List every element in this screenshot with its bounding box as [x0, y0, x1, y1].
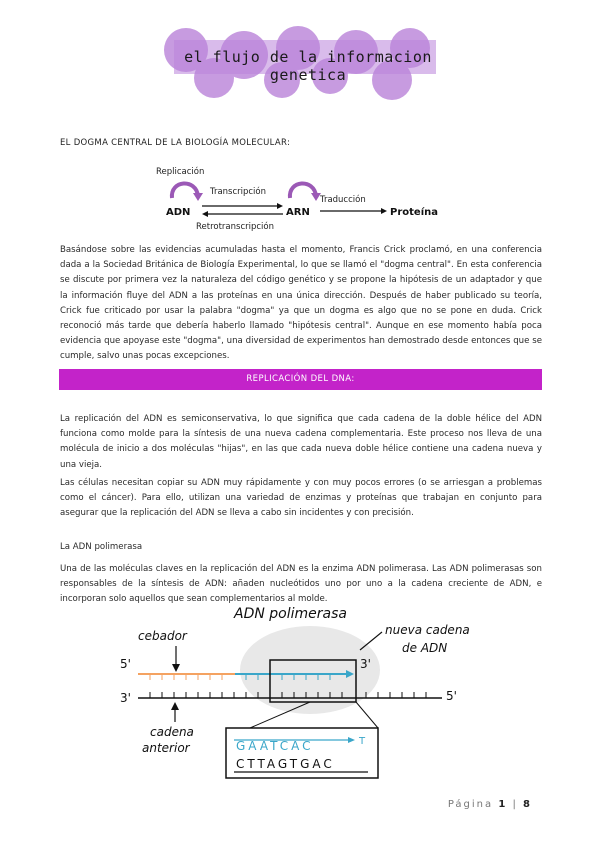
paragraph-cells-copy: Las células necesitan copiar su ADN muy rápidamente y con muy pocos errores (o se arriesgan a problemas como el cáncer). Para ello, utilizan una variedad de enzimas y proteínas que trabajan en conjunto para asegurar que la replicación del ADN se lleva a cabo sin incidentes y con precisión.	[60, 478, 542, 519]
protein-label: Proteína	[390, 207, 438, 218]
replication-label: Replicación	[156, 167, 205, 177]
old-strand-label-2: anterior	[142, 741, 190, 755]
transcription-label: Transcripción	[210, 187, 267, 197]
footer-total: 8	[523, 799, 532, 810]
section-heading: EL DOGMA CENTRAL DE LA BIOLOGÍA MOLECULAR:	[60, 138, 291, 148]
paragraph-semiconservative: La replicación del ADN es semiconservativa, lo que significa que cada cadena de la doble hélice del ADN funciona como molde para la síntesis de una nueva cadena complementaria. Este proceso nos lleva de una molécula de inicio a dos moléculas "hijas", en las que cada nueva doble hélice contiene una cadena nueva y una vieja.	[60, 414, 542, 470]
new-strand-label-1: nueva cadena	[385, 623, 470, 637]
new-strand-label-2: de ADN	[402, 641, 448, 655]
old-strand-label-1: cadena	[150, 725, 194, 739]
paragraph-polymerase: Una de las moléculas claves en la replicación del ADN es la enzima ADN polimerasa. Las ADN polimerasas son responsables de la síntesis de ADN: añaden nucleótidos uno por uno a la cadena creciente de ADN, e incorporan solo aquellos que sean complementarios al molde.	[60, 564, 542, 605]
adn-label: ADN	[166, 207, 191, 218]
dna-polymerase-diagram	[110, 602, 500, 782]
footer-page: 1	[498, 799, 508, 810]
arn-label: ARN	[286, 207, 310, 218]
three-prime-left: 3'	[120, 691, 131, 705]
replication-arrow-icon	[172, 183, 198, 198]
zoom-new-end: T	[359, 736, 366, 747]
intro-paragraph: Basándose sobre las evidencias acumuladas hasta el momento, Francis Crick proclamó, en una conferencia dada a la Sociedad Británica de Biología Experimental, lo que se llamó el "dogma central". En esta conferencia se discute por primera vez la naturaleza del código genético y se propone la hipótesis de un adaptador y que la información fluye del ADN a las proteínas en una única dirección. Después de haber publicado su teoría, Crick fue criticado por usar la palabra "dogma" ya que un dogma es algo que no se pone en duda. Crick reconoció más tarde que debería haberlo llamado "hipótesis central". Aunque en ese momento había poca evidencia que apoyase este "dogma", una diversidad de experimentos han demostrado desde entonces que se cumple, salvo unas pocas excepciones.	[60, 245, 542, 362]
primer-label: cebador	[138, 629, 187, 643]
enzyme-shape	[240, 626, 380, 714]
polymerase-title: ADN polimerasa	[234, 606, 347, 622]
zoom-template-sequence: CTTAGTGAC	[236, 757, 335, 771]
reverse-transcription-label: Retrotranscripción	[196, 222, 274, 232]
page-title: el flujo de la informacion genetica	[184, 48, 432, 84]
five-prime-right: 5'	[446, 689, 457, 703]
three-prime-right: 3'	[360, 657, 371, 671]
footer-label: Página	[447, 799, 494, 810]
subheading-polymerase: La ADN polimerasa	[60, 542, 143, 552]
five-prime-left: 5'	[120, 657, 131, 671]
translation-label: Traducción	[320, 195, 366, 205]
page-footer: Página 1 | 8	[447, 799, 532, 810]
transcription-loop-arrow-icon	[290, 183, 316, 198]
zoom-new-sequence: GAATCAC	[236, 739, 314, 753]
central-dogma-diagram	[150, 162, 450, 237]
section-bar-replication: REPLICACIÓN DEL DNA:	[59, 369, 542, 390]
